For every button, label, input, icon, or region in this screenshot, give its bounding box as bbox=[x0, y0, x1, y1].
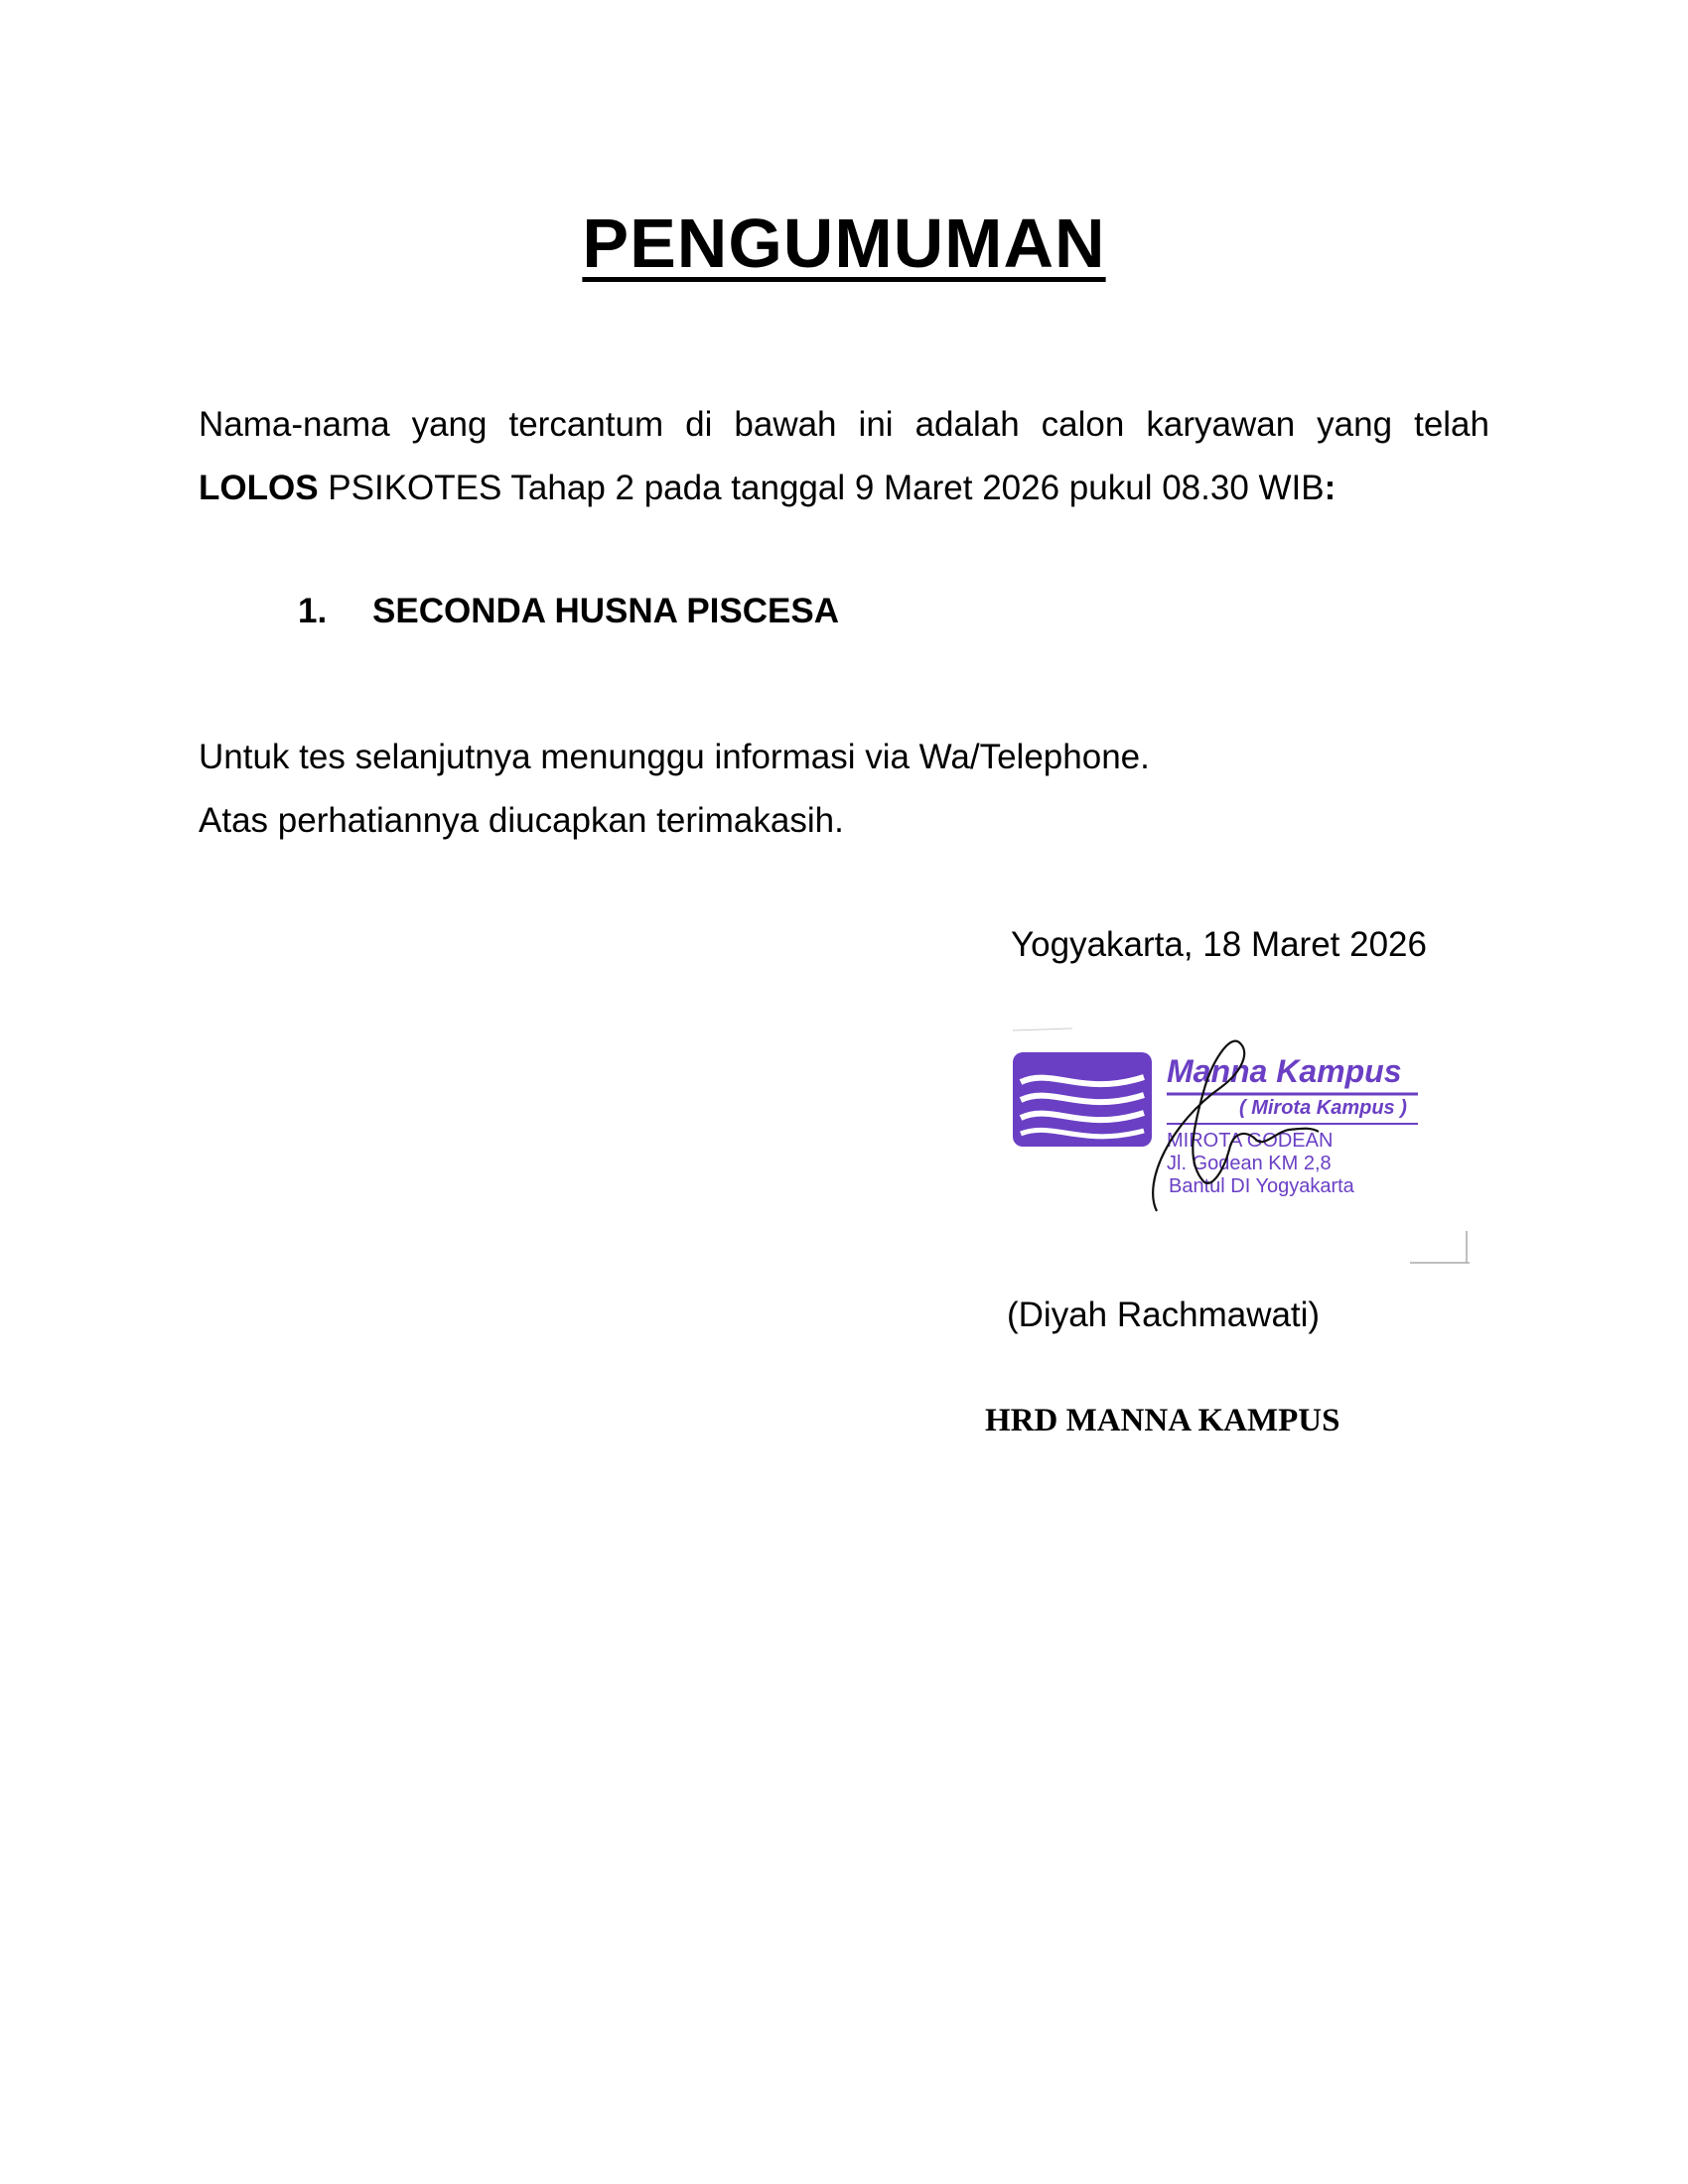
list-item bbox=[298, 592, 839, 631]
closing-paragraph bbox=[199, 726, 1150, 853]
stamp-address-1: MIROTA GODEAN bbox=[1167, 1130, 1334, 1152]
intro-paragraph bbox=[199, 393, 1489, 520]
signer-name: (Diyah Rachmawati) bbox=[1007, 1296, 1321, 1334]
stamp-company: Manna Kampus bbox=[1167, 1053, 1402, 1089]
intro-colon: : bbox=[1324, 469, 1336, 507]
company-stamp bbox=[973, 983, 1470, 1281]
signer-role: HRD MANNA KAMPUS bbox=[985, 1403, 1340, 1438]
closing-line-1: Untuk tes selanjutnya menunggu informasi via Wa/Telephone. bbox=[199, 738, 1150, 776]
intro-bold: LOLOS bbox=[199, 469, 319, 507]
stamp-address-3: Bantul DI Yogyakarta bbox=[1169, 1175, 1354, 1197]
stamp-subtitle: ( Mirota Kampus ) bbox=[1239, 1097, 1407, 1119]
list-item-name: SECONDA HUSNA PISCESA bbox=[372, 592, 839, 630]
intro-text-1: Nama-nama yang tercantum di bawah ini adalah calon karyawan yang telah bbox=[199, 405, 1489, 444]
intro-text-2: PSIKOTES Tahap 2 pada tanggal 9 Maret 2026 pukul 08.30 WIB bbox=[318, 469, 1325, 507]
closing-line-2: Atas perhatiannya diucapkan terimakasih. bbox=[199, 801, 844, 840]
stamp-logo-icon bbox=[1013, 1052, 1152, 1147]
list-item-number: 1. bbox=[298, 592, 328, 630]
page-title: PENGUMUMAN bbox=[582, 205, 1106, 282]
place-date: Yogyakarta, 18 Maret 2026 bbox=[1011, 925, 1427, 964]
stamp-address-2: Jl. Godean KM 2,8 bbox=[1167, 1153, 1332, 1174]
